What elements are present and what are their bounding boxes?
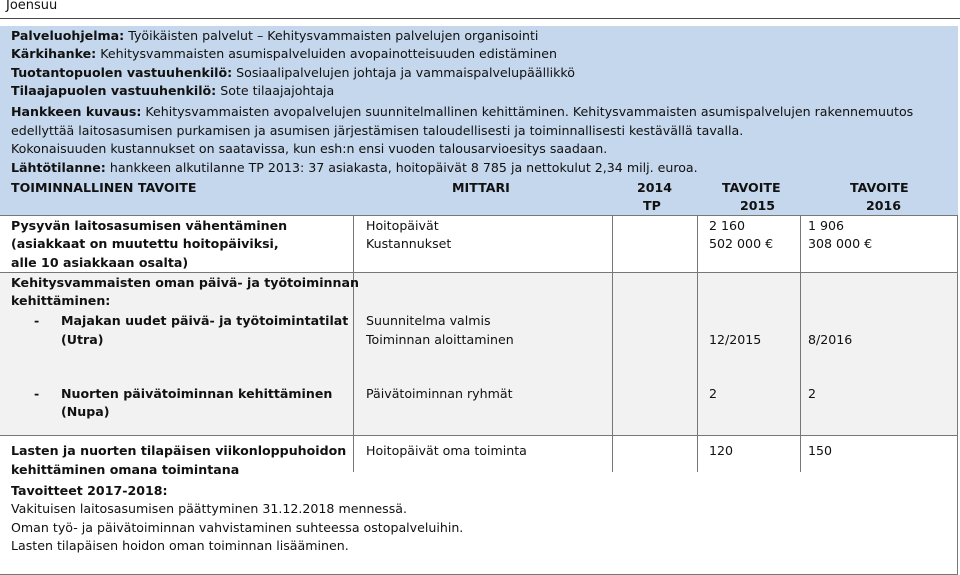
row1-goal-3: alle 10 asiakkaan osalta) (11, 255, 189, 270)
header-target-2015: TAVOITE (722, 180, 781, 195)
row4-goal: Lasten ja nuorten tilapäisen viikonloppuhoidon (11, 443, 347, 458)
program-value: Työikäisten palvelut – Kehitysvammaisten palvelujen organisointi (128, 28, 539, 43)
header-goal: TOIMINNALLINEN TAVOITE (11, 180, 197, 195)
row1-goal: Pysyvän laitosasumisen vähentäminen (11, 218, 288, 233)
row2-goal: Kehitysvammaisten oman päivä- ja työtoiminnan (11, 275, 359, 290)
spearhead-value: Kehitysvammaisten asumispalveluiden avopainotteisuuden edistäminen (100, 46, 557, 61)
column-divider (612, 215, 613, 472)
row1-metric-2: Kustannukset (366, 236, 452, 251)
table-rule (0, 435, 958, 436)
header-metric: MITTARI (452, 180, 510, 195)
row1-metric: Hoitopäivät (366, 218, 439, 233)
future-goal-item: Oman työ- ja päivätoiminnan vahvistaminen suhteessa ostopalveluihin. (11, 520, 464, 535)
row1-goal-2: (asiakkaat on muutettu hoitopäiviksi, (11, 236, 279, 251)
row2-bullet: - (34, 313, 40, 328)
orderer-label: Tilaajapuolen vastuuhenkilö: (11, 83, 217, 98)
future-goals-title: Tavoitteet 2017-2018: (11, 483, 168, 498)
table-rule (0, 215, 958, 216)
project-info-block (0, 26, 958, 179)
row4-target-2015: 120 (709, 443, 734, 458)
header-target-2015-year: 2015 (740, 198, 776, 213)
row-bg-2 (0, 272, 958, 435)
header-target-2016-year: 2016 (866, 198, 902, 213)
description-text-2: edellyttää laitosasumisen purkamisen ja asumisen järjestämisen taloudellisesti ja toiminnallisesti kestävällä tavalla. (11, 123, 744, 138)
start-label: Lähtötilanne: (11, 160, 106, 175)
description-text: Kehitysvammaisten avopalvelujen suunnitelmallinen kehittäminen. Kehitysvammaisten asumispalvelujen rakennemuutos (145, 104, 914, 119)
header-tp-year: 2014 (637, 180, 673, 195)
row2-metric-2: Toiminnan aloittaminen (366, 332, 514, 347)
row1-target-2016-cost: 308 000 € (808, 236, 873, 251)
program-label: Palveluohjelma: (11, 28, 125, 43)
producer-value: Sosiaalipalvelujen johtaja ja vammaispalvelupäällikkö (236, 65, 575, 80)
orderer-line (11, 83, 334, 99)
row2-target-2016: 8/2016 (808, 332, 853, 347)
column-divider (957, 215, 958, 575)
column-divider (697, 215, 698, 472)
row3-target-2015: 2 (709, 386, 718, 401)
start-value: hankkeen alkutilanne TP 2013: 37 asiakasta, hoitopäivät 8 785 ja nettokulut 2,34 milj. euroa. (109, 160, 698, 175)
row4-metric: Hoitopäivät oma toiminta (366, 443, 527, 458)
row4-goal-2: kehittäminen omana toimintana (11, 462, 240, 477)
row3-metric: Päivätoiminnan ryhmät (366, 386, 513, 401)
row3-goal-2: (Nupa) (61, 404, 110, 419)
program-line (11, 28, 538, 44)
producer-label: Tuotantopuolen vastuuhenkilö: (11, 65, 233, 80)
row4-target-2016: 150 (808, 443, 833, 458)
column-divider (800, 215, 801, 472)
row3-goal: Nuorten päivätoiminnan kehittäminen (61, 386, 333, 401)
row2-goal-4: (Utra) (61, 332, 104, 347)
column-divider (353, 215, 354, 472)
description-text-3: Kokonaisuuden kustannukset on saatavissa, kun esh:n ensi vuoden talousarvioesitys saadaan. (11, 141, 608, 156)
spearhead-label: Kärkihanke: (11, 46, 97, 61)
row2-goal-3: Majakan uudet päivä- ja työtoimintatilat (61, 313, 349, 328)
row3-target-2016: 2 (808, 386, 817, 401)
future-goal-item: Vakituisen laitosasumisen päättyminen 31.12.2018 mennessä. (11, 501, 408, 516)
spearhead-line (11, 46, 557, 62)
row1-target-2015-cost: 502 000 € (709, 236, 774, 251)
header-target-2016: TAVOITE (850, 180, 909, 195)
row3-bullet: - (34, 386, 40, 401)
row2-goal-2: kehittäminen: (11, 293, 111, 308)
row1-target-2015: 2 160 (709, 218, 746, 233)
description-label: Hankkeen kuvaus: (11, 104, 142, 119)
future-goal-item: Lasten tilapäisen hoidon oman toiminnan lisääminen. (11, 538, 349, 553)
row2-target-2015: 12/2015 (709, 332, 762, 347)
orderer-value: Sote tilaajajohtaja (220, 83, 335, 98)
header-tp: TP (643, 198, 661, 213)
table-rule (0, 272, 958, 273)
row2-metric: Suunnitelma valmis (366, 313, 491, 328)
header-rule (0, 18, 960, 19)
page-header (0, 0, 960, 18)
description-line (11, 104, 913, 120)
producer-line (11, 65, 575, 81)
row1-target-2016: 1 906 (808, 218, 845, 233)
city-name: Joensuu (6, 0, 58, 13)
start-line (11, 160, 698, 176)
